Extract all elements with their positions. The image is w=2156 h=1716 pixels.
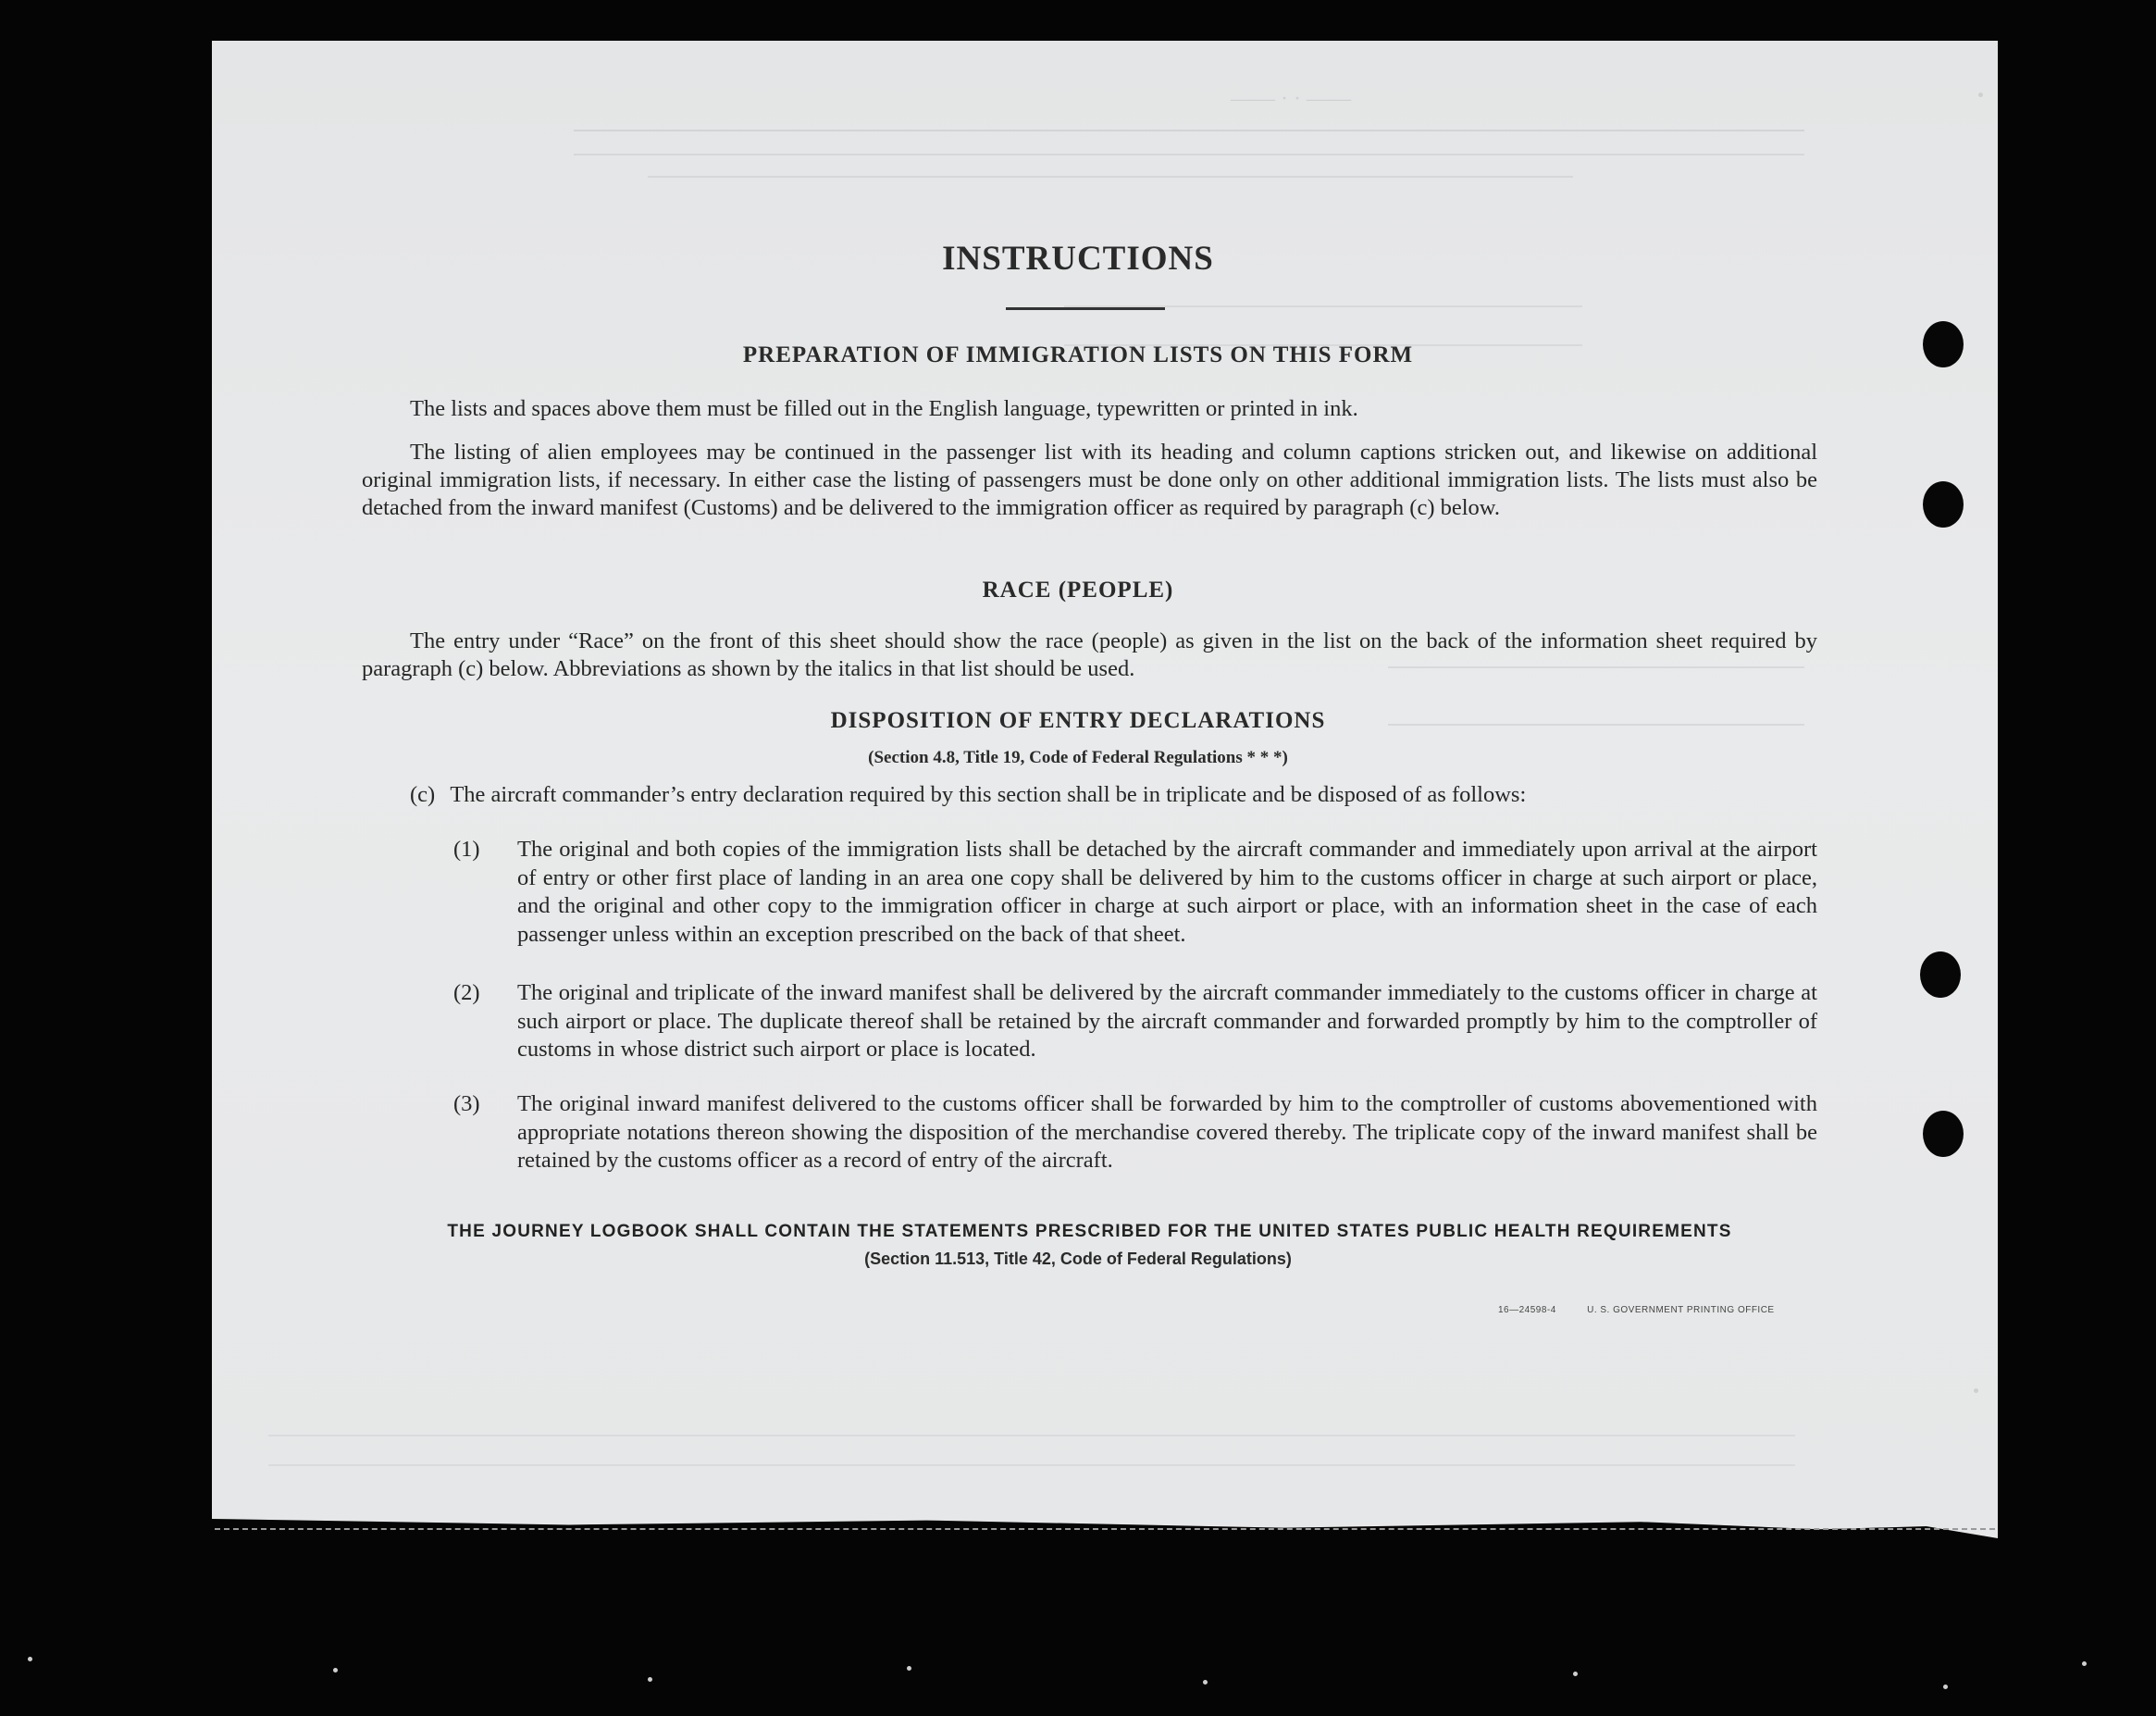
- punch-hole: [1923, 481, 1964, 528]
- page-title: INSTRUCTIONS: [942, 240, 1214, 278]
- paragraph-c-text: The aircraft commander’s entry declaration required by this section shall be in triplicate and be disposed of as follows:: [450, 782, 1527, 807]
- show-through-text: —— · · ——: [1231, 87, 1351, 111]
- dust-speck: [907, 1666, 911, 1671]
- health-requirements-citation: (Section 11.513, Title 42, Code of Federal Regulations): [864, 1250, 1292, 1268]
- punch-hole: [1923, 1111, 1964, 1157]
- race-heading: RACE (PEOPLE): [982, 578, 1174, 603]
- punch-hole: [1920, 951, 1961, 998]
- list-item-number: (1): [453, 837, 480, 862]
- show-through-text: [574, 130, 1804, 155]
- dust-speck: [1573, 1672, 1578, 1676]
- paragraph-c-label: (c): [410, 782, 436, 807]
- dust-speck: [1974, 1388, 1978, 1393]
- show-through-text: [1064, 305, 1582, 346]
- list-item: [453, 836, 1817, 949]
- show-through-text: [648, 176, 1573, 194]
- title-underline: [1006, 307, 1165, 310]
- prep-paragraph-1: The lists and spaces above them must be filled out in the English language, typewritten or printed in ink.: [410, 396, 1358, 421]
- prep-paragraph-2: The listing of alien employees may be continued in the passenger list with its heading and column captions stricken out, and likewise on additional original immigration lists, if necessary. In either case the listing of passengers must be done only on other additional immigration lists. The lists must also be detached from the inward manifest (Customs) and be delivered to the immigration officer as required by paragraph (c) below.: [362, 440, 1817, 520]
- list-item-text: The original inward manifest delivered to the customs officer shall be forwarded by him to the comptroller of customs abovementioned with appropriate notations thereon showing the disposition of the merchandise covered thereby. The triplicate copy of the inward manifest shall be retained by the customs officer as a record of entry of the aircraft.: [517, 1091, 1817, 1173]
- disposition-heading: DISPOSITION OF ENTRY DECLARATIONS: [830, 708, 1326, 733]
- dust-speck: [1978, 93, 1983, 97]
- disposition-subheading: (Section 4.8, Title 19, Code of Federal Regulations * * *): [868, 748, 1288, 767]
- printer-imprint: [1498, 1305, 1803, 1315]
- list-item-number: (2): [453, 980, 480, 1005]
- list-item-number: (3): [453, 1091, 480, 1116]
- dust-speck: [28, 1657, 32, 1661]
- dust-speck: [333, 1668, 338, 1672]
- form-number: 16—24598-4: [1498, 1305, 1556, 1315]
- show-through-text: [268, 1435, 1795, 1466]
- fold-line: [215, 1528, 1995, 1530]
- prep-heading: PREPARATION OF IMMIGRATION LISTS ON THIS FORM: [742, 342, 1414, 367]
- dust-speck: [648, 1677, 652, 1682]
- race-paragraph: The entry under “Race” on the front of this sheet should show the race (people) as given in the list on the back of the information sheet required by paragraph (c) below. Abbreviations as shown by the italics in that list should be used.: [362, 628, 1817, 681]
- paragraph-c: [410, 782, 1526, 808]
- dust-speck: [1943, 1685, 1948, 1689]
- printer-name: U. S. GOVERNMENT PRINTING OFFICE: [1587, 1305, 1775, 1315]
- list-item: [453, 979, 1817, 1064]
- list-item-text: The original and both copies of the immigration lists shall be detached by the aircraft commander and immediately upon arrival at the airport of entry or other first place of landing in an area one copy shall be delivered by him to the customs officer in charge at such airport or place, and the original and other copy to the immigration officer in charge at such airport or place, with an information sheet in the case of each passenger unless within an exception prescribed on the back of that sheet.: [517, 837, 1817, 947]
- health-requirements-line: THE JOURNEY LOGBOOK SHALL CONTAIN THE STATEMENTS PRESCRIBED FOR THE UNITED STATES PUBLIC HEALTH REQUIREMENTS: [447, 1222, 1732, 1241]
- list-item: [453, 1090, 1817, 1175]
- list-item-text: The original and triplicate of the inward manifest shall be delivered by the aircraft commander immediately to the customs officer in charge at such airport or place. The duplicate thereof shall be retained by the aircraft commander and forwarded promptly by him to the comptroller of customs in whose district such airport or place is located.: [517, 980, 1817, 1062]
- dust-speck: [1203, 1680, 1208, 1685]
- dust-speck: [2082, 1661, 2087, 1666]
